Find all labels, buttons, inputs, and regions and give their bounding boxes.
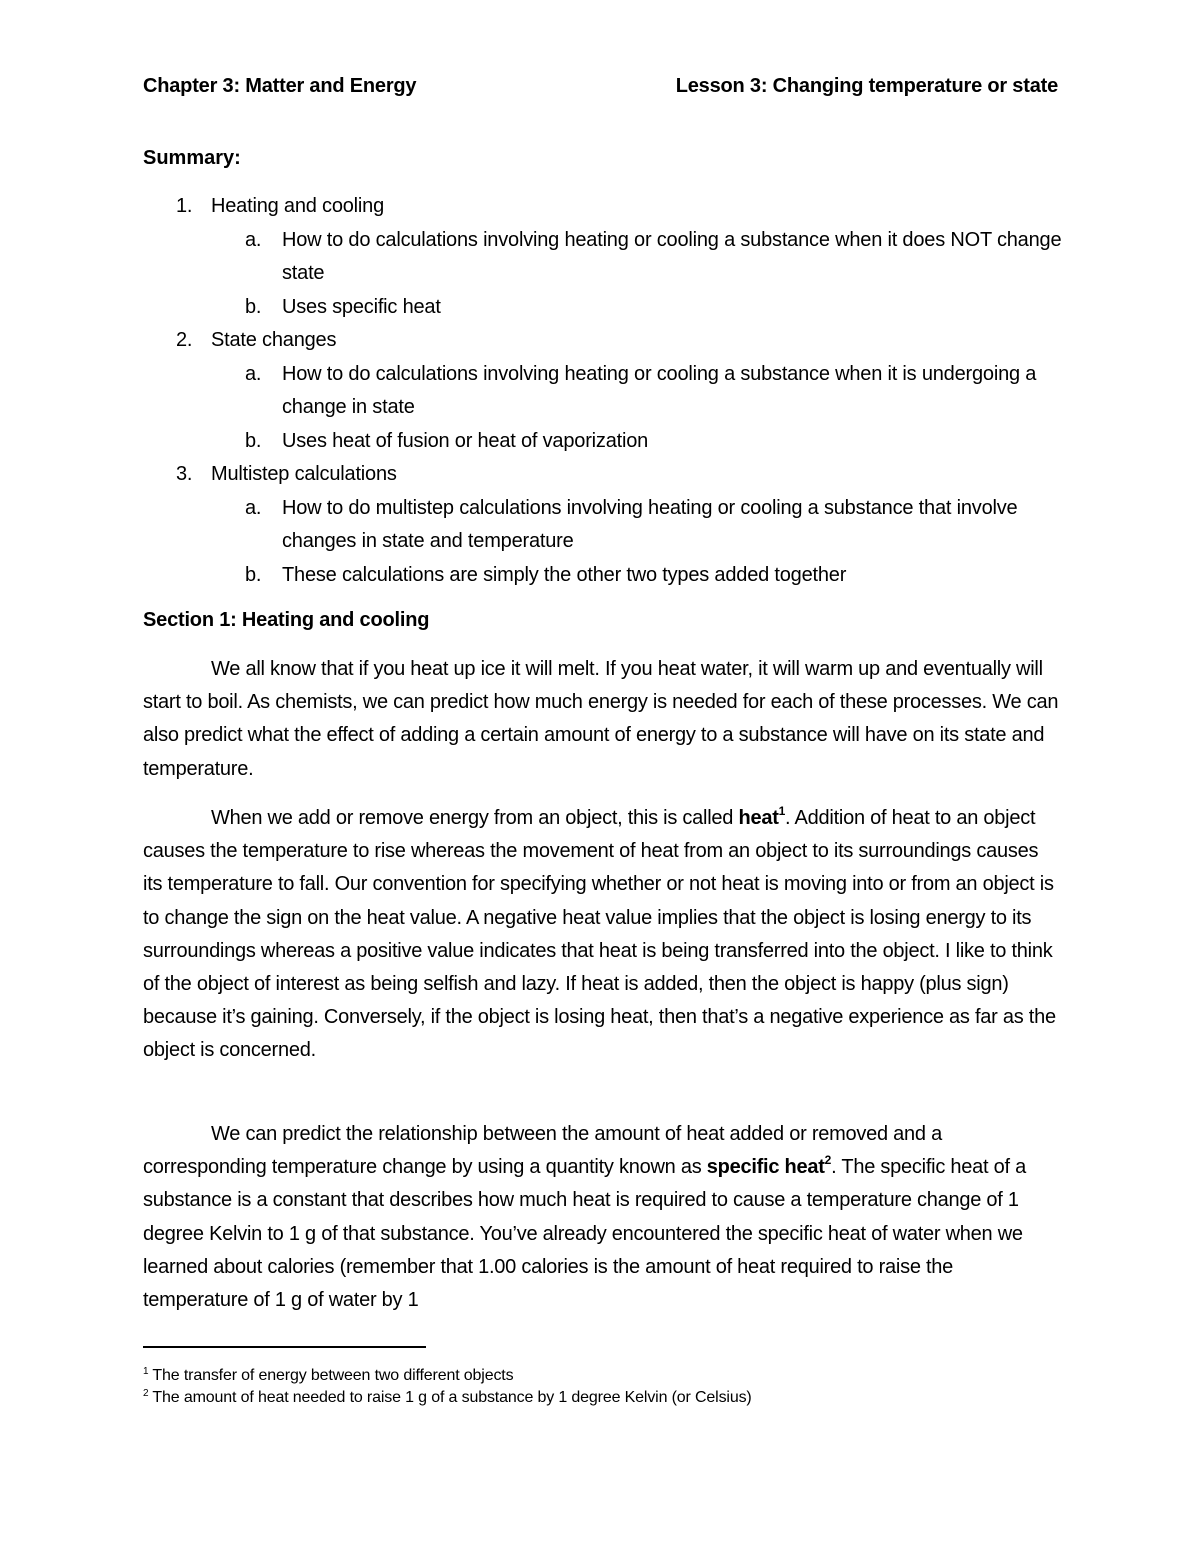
- subitem-text: Uses specific heat: [282, 295, 441, 318]
- summary-item: [143, 458, 1073, 492]
- subitem-letter: a.: [245, 362, 262, 385]
- subitem-letter: a.: [245, 228, 262, 251]
- footnote: [143, 1387, 1043, 1409]
- footnote-ref: 2: [824, 1153, 832, 1168]
- subitem-letter: a.: [245, 496, 262, 519]
- summary-subitem: [143, 492, 1073, 559]
- term-heat: heat: [738, 807, 779, 829]
- chapter-title: Chapter 3: Matter and Energy: [143, 75, 417, 97]
- footnote-number: 1: [143, 1366, 149, 1377]
- paragraph-text: [143, 1118, 1061, 1317]
- footnote-ref: 1: [778, 804, 786, 818]
- paragraph: [143, 653, 1061, 786]
- subitem-letter: b.: [245, 295, 262, 318]
- item-text: State changes: [211, 329, 337, 351]
- subitem-letter: b.: [245, 429, 262, 452]
- item-number: 2.: [176, 329, 193, 351]
- subitem-text: How to do calculations involving heating or cooling a substance when it is undergoing a change in state: [282, 362, 1037, 418]
- item-number: 3.: [176, 463, 193, 485]
- item-text: Multistep calculations: [211, 463, 397, 485]
- paragraph: [143, 1118, 1061, 1317]
- item-number: 1.: [176, 195, 193, 217]
- text-run: . Addition of heat to an object causes the temperature to rise whereas the movement of heat from an object to its surroundings causes its temperature to fall. Our convention for specifying whether or not heat is moving into or from an object is to change the sign on the heat value. A negative heat value implies that the object is losing energy to its surroundings whereas a positive value indicates that heat is being transferred into the object. I like to think of the object of interest as being selfish and lazy. If heat is added, then the object is happy (plus sign) because it’s gaining. Conversely, if the object is losing heat, then that’s a negative experience as far as the object is concerned.: [143, 807, 1056, 1062]
- subitem-text: How to do calculations involving heating or cooling a substance when it does NOT change state: [282, 228, 1062, 284]
- text-run: We can predict the relationship between the amount of heat added or removed and a corresponding temperature change by using a quantity known as: [143, 1123, 942, 1179]
- footnote-text: The transfer of energy between two different objects: [148, 1367, 514, 1384]
- paragraph-text: We all know that if you heat up ice it will melt. If you heat water, it will warm up and eventually will start to boil. As chemists, we can predict how much energy is needed for each of these processes. We can also predict what the effect of adding a certain amount of energy to a substance will have on its state and temperature.: [143, 658, 1059, 780]
- summary-list: [143, 190, 1073, 592]
- summary-subitem: [143, 425, 1073, 459]
- footnote-text: The amount of heat needed to raise 1 g of a substance by 1 degree Kelvin (or Celsius): [148, 1389, 752, 1406]
- text-run: . The specific heat of a substance is a constant that describes how much heat is required to cause a temperature change of 1 degree Kelvin to 1 g of that substance. You’ve already encountered the specific heat of water when we learned about calories (remember that 1.00 calories is the amount of heat required to raise the temperature of 1 g of water by 1: [143, 1156, 1026, 1312]
- footnote-number: 2: [143, 1388, 149, 1399]
- paragraph-text: [143, 802, 1061, 1068]
- lesson-title: Lesson 3: Changing temperature or state: [675, 75, 1058, 97]
- item-text: Heating and cooling: [211, 195, 384, 217]
- summary-subitem: [143, 291, 1073, 325]
- page-header: [143, 72, 1058, 100]
- summary-subitem: [143, 358, 1073, 425]
- summary-heading: Summary:: [143, 147, 241, 169]
- summary-subitem: [143, 224, 1073, 291]
- footnote-divider: [143, 1346, 426, 1348]
- summary-item: [143, 324, 1073, 358]
- section-heading: Section 1: Heating and cooling: [143, 609, 430, 631]
- footnotes: [143, 1365, 1043, 1409]
- summary-item: [143, 190, 1073, 224]
- text-run: When we add or remove energy from an object, this is called: [211, 807, 739, 829]
- footnote: [143, 1365, 1043, 1387]
- subitem-text: These calculations are simply the other two types added together: [282, 563, 847, 586]
- subitem-text: How to do multistep calculations involving heating or cooling a substance that involve changes in state and temperature: [282, 496, 1018, 552]
- subitem-text: Uses heat of fusion or heat of vaporization: [282, 429, 649, 452]
- term-specific-heat: specific heat: [706, 1156, 825, 1179]
- paragraph: [143, 802, 1061, 1068]
- summary-subitem: [143, 559, 1073, 593]
- subitem-letter: b.: [245, 563, 262, 586]
